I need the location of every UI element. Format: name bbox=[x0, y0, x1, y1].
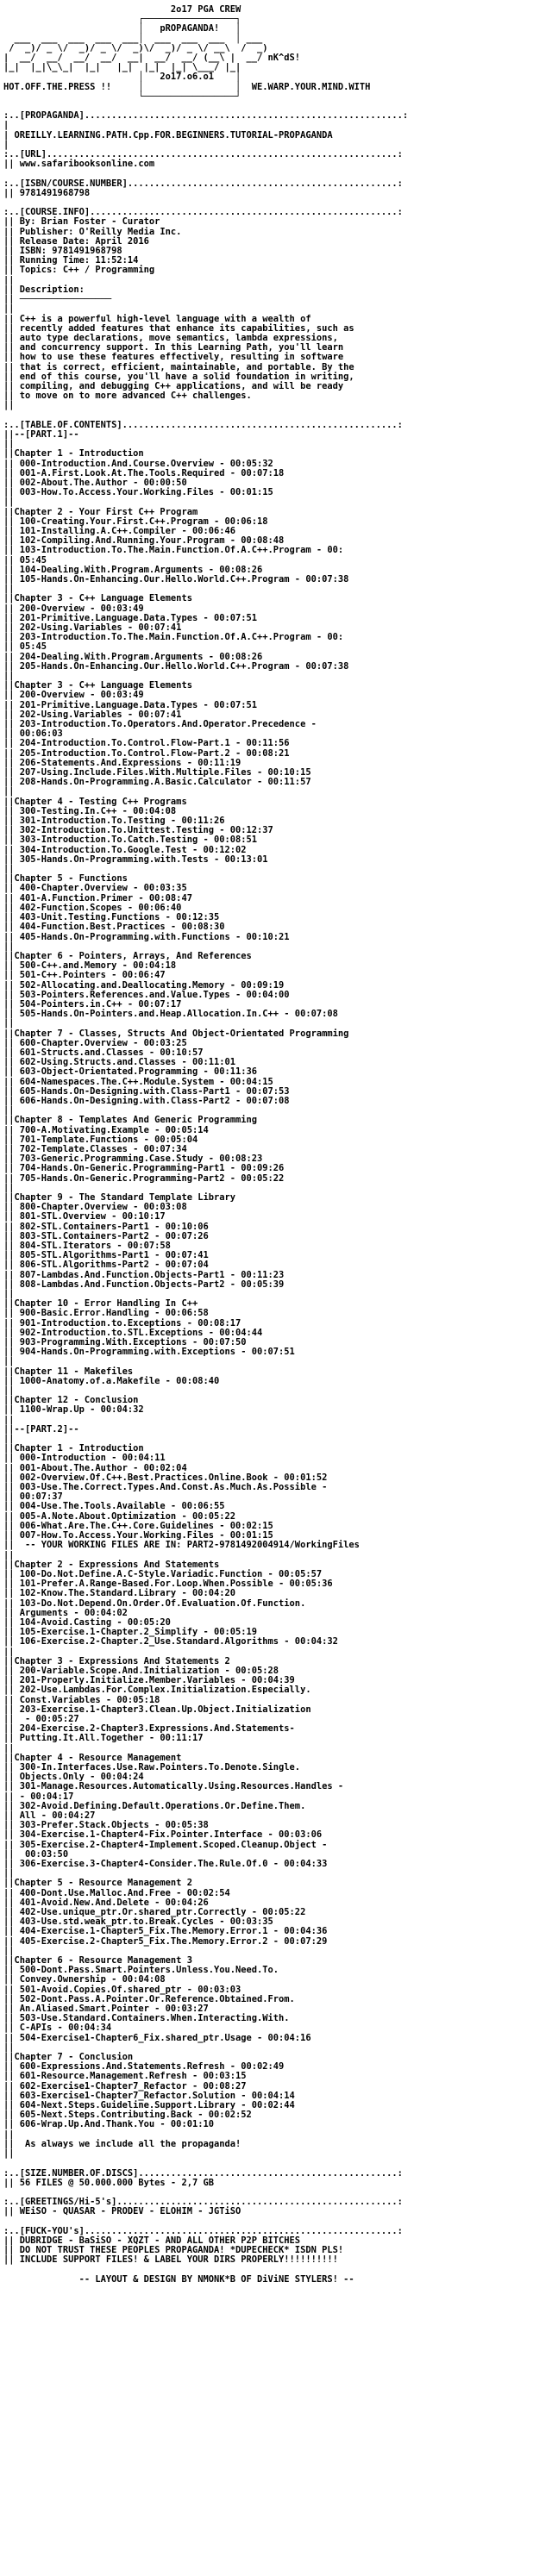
nfo-line: || bbox=[3, 1434, 15, 1445]
nfo-line: ||Chapter 7 - Classes, Structs And Object-Orientated Programming bbox=[3, 1028, 349, 1039]
nfo-line: || 200-Overview - 00:03:49 bbox=[3, 603, 144, 614]
nfo-line: ||Chapter 7 - Conclusion bbox=[3, 2052, 134, 2063]
nfo-line: || 604-Next.Steps.Guideline.Support.Library - 00:02:44 bbox=[3, 2100, 295, 2111]
nfo-line: || 00:03:50 bbox=[3, 1848, 69, 1860]
nfo-line: ||Chapter 3 - C++ Language Elements bbox=[3, 680, 192, 691]
nfo-line: || As always we include all the propaganda! bbox=[3, 2138, 242, 2149]
nfo-line: || 1000-Anatomy.of.a.Makefile - 00:08:40 bbox=[3, 1375, 220, 1386]
nfo-line: || DO NOT TRUST THESE PEOPLES PROPAGANDA! *DUPECHECK* ISDN PLS! bbox=[3, 2245, 344, 2256]
nfo-line: || 00:06:03 bbox=[3, 728, 63, 740]
nfo-line: || bbox=[3, 1945, 15, 1956]
nfo-line: || bbox=[3, 1105, 15, 1116]
nfo-line: || 503-Use.Standard.Containers.When.Interacting.With. bbox=[3, 2013, 290, 2024]
nfo-line: ||Chapter 6 - Pointers, Arrays, And References bbox=[3, 950, 252, 961]
nfo-line: || end of this course, you'll have a solid foundation in writing, bbox=[3, 371, 354, 382]
nfo-line: || 001-A.First.Look.At.The.Tools.Required - 00:07:18 bbox=[3, 467, 285, 478]
nfo-line: || bbox=[3, 2129, 15, 2140]
nfo-line: || 05:45 bbox=[3, 554, 47, 566]
nfo-line: || bbox=[3, 497, 15, 508]
nfo-line: :..[ISBN/COURSE.NUMBER]..................................................: bbox=[3, 178, 403, 189]
nfo-line: || bbox=[3, 400, 15, 411]
nfo-line: || Release Date: April 2016 bbox=[3, 235, 149, 247]
nfo-line: ___ ___ ___ ___ ___│ ___ ___ ___ │ ___ bbox=[3, 33, 263, 44]
nfo-line: ||Chapter 5 - Functions bbox=[3, 873, 128, 885]
nfo-line: || 502-Dont.Pass.A.Pointer.Or.Reference.Obtained.From. bbox=[3, 1993, 295, 2004]
nfo-line: ||Chapter 4 - Testing C++ Programs bbox=[3, 796, 187, 807]
nfo-line: || bbox=[3, 1182, 15, 1193]
nfo-line: || 201-Properly.Initialize.Member.Variables - 00:04:39 bbox=[3, 1675, 295, 1686]
nfo-line: || 000-Introduction - 00:04:11 bbox=[3, 1453, 166, 1464]
nfo-line: └─────────────────┘ bbox=[3, 91, 242, 102]
nfo-line: || Convey.Ownership - 00:04:08 bbox=[3, 1974, 166, 1985]
nfo-line: || and concurrency support. In this Learning Path, you'll learn bbox=[3, 342, 344, 353]
nfo-line: || WEiSO - QUASAR - PRODEV - ELOHIM - JGTiSO bbox=[3, 2206, 242, 2217]
nfo-line: || 605-Next.Steps.Contributing.Back - 00:02:52 bbox=[3, 2110, 252, 2121]
nfo-line: │ pROPAGANDA! │ bbox=[3, 23, 242, 34]
nfo-line: ||--[PART.1]-- bbox=[3, 428, 79, 440]
nfo-line: || how to use these features effectively, resulting in software bbox=[3, 352, 344, 363]
nfo-line: || 903-Programming.With.Exceptions - 00:07:50 bbox=[3, 1337, 247, 1348]
nfo-line: || 705-Hands.On-Generic.Programming-Part2 - 00:05:22 bbox=[3, 1172, 285, 1184]
nfo-line: || to move on to more advanced C++ challenges. bbox=[3, 391, 252, 402]
nfo-line: || 807-Lambdas.And.Function.Objects-Part1 - 00:11:23 bbox=[3, 1269, 285, 1280]
nfo-line: || By: Brian Foster - Curator bbox=[3, 216, 160, 228]
nfo-line: || 601-Structs.and.Classes - 00:10:57 bbox=[3, 1047, 204, 1058]
nfo-line: || 102-Compiling.And.Running.Your.Program - 00:08:48 bbox=[3, 535, 285, 547]
nfo-line: || 302-Introduction.To.Unittest.Testing - 00:12:37 bbox=[3, 825, 273, 836]
nfo-line: || 208-Hands.On-Programming.A.Basic.Calculator - 00:11:57 bbox=[3, 777, 311, 788]
nfo-line: || 501-C++.Pointers - 00:06:47 bbox=[3, 970, 166, 981]
nfo-line: || 104-Avoid.Casting - 00:05:20 bbox=[3, 1616, 171, 1628]
nfo-line: || 503-Pointers.References.and.Value.Types - 00:04:00 bbox=[3, 989, 290, 1000]
nfo-line: || 306-Exercise.3-Chapter4-Consider.The.Rule.Of.0 - 00:04:33 bbox=[3, 1859, 328, 1869]
nfo-line: || 305-Hands.On-Programming.with.Tests - 00:13:01 bbox=[3, 853, 268, 865]
nfo-line: || 600-Chapter.Overview - 00:03:25 bbox=[3, 1037, 187, 1048]
nfo-line: || 303-Prefer.Stack.Objects - 00:05:38 bbox=[3, 1820, 209, 1831]
nfo-line: :..[GREETINGS/Hi-5's]....................................................: bbox=[3, 2197, 403, 2208]
nfo-line: ||Chapter 3 - Expressions And Statements 2 bbox=[3, 1655, 230, 1666]
nfo-line: || 003-How.To.Access.Your.Working.Files - 00:01:15 bbox=[3, 487, 273, 498]
nfo-line: ||Chapter 2 - Your First C++ Program bbox=[3, 506, 198, 517]
nfo-line: || 200-Variable.Scope.And.Initialization - 00:05:28 bbox=[3, 1665, 279, 1676]
nfo-line: || 403-Unit.Testing.Functions - 00:12:35 bbox=[3, 912, 220, 923]
nfo-line: || 004-Use.The.Tools.Available - 00:06:55 bbox=[3, 1501, 225, 1512]
nfo-line: || www.safaribooksonline.com bbox=[3, 159, 155, 170]
nfo-line: || recently added features that enhance its capabilities, such as bbox=[3, 322, 354, 334]
nfo-line: HOT.OFF.THE.PRESS !! │ │ WE.WARP.YOUR.MIND.WITH bbox=[3, 81, 371, 92]
nfo-line: || DUBRIDGE - BaSiSO - XQZT - AND ALL OTHER P2P BITCHES bbox=[3, 2235, 301, 2246]
nfo-line: || 006-What.Are.The.C++.Core.Guidelines - 00:02:15 bbox=[3, 1520, 273, 1531]
nfo-line: ||Chapter 8 - Templates And Generic Programming bbox=[3, 1115, 258, 1126]
nfo-line: -- LAYOUT & DESIGN BY NMONK*B OF DiViNE STYLERS! -- bbox=[3, 2273, 354, 2285]
nfo-line: || 802-STL.Containers-Part1 - 00:10:06 bbox=[3, 1221, 209, 1232]
nfo-line: || All - 00:04:27 bbox=[3, 1810, 96, 1821]
nfo-line: || Topics: C++ / Programming bbox=[3, 265, 155, 276]
nfo-line: || 204-Dealing.With.Program.Arguments - 00:08:26 bbox=[3, 651, 263, 662]
nfo-line: || Objects.Only - 00:04:24 bbox=[3, 1772, 144, 1783]
nfo-line: || bbox=[3, 584, 15, 595]
nfo-line: || 203-Introduction.To.Operators.And.Operator.Precedence - bbox=[3, 719, 317, 730]
nfo-line: ┌─────────────────┐ bbox=[3, 14, 242, 25]
nfo-line: || 56 FILES @ 50.000.000 Bytes - 2,7 GB bbox=[3, 2177, 214, 2188]
nfo-line: :..[URL].................................................................: bbox=[3, 149, 403, 160]
nfo-line: ||Chapter 3 - C++ Language Elements bbox=[3, 593, 192, 604]
nfo-line: || 803-STL.Containers-Part2 - 00:07:26 bbox=[3, 1230, 209, 1241]
nfo-line: || 900-Basic.Error.Handling - 00:06:58 bbox=[3, 1308, 209, 1319]
nfo-line: || 800-Chapter.Overview - 00:03:08 bbox=[3, 1202, 187, 1213]
nfo-line: :..[TABLE.OF.CONTENTS]...................................................: bbox=[3, 419, 403, 430]
nfo-line: || Description: bbox=[3, 284, 85, 295]
nfo-line: || bbox=[3, 439, 15, 450]
nfo-line: || 600-Expressions.And.Statements.Refresh - 00:02:49 bbox=[3, 2061, 285, 2073]
nfo-line: | OREILLY.LEARNING.PATH.Cpp.FOR.BEGINNERS.TUTORIAL-PROPAGANDA bbox=[3, 129, 333, 141]
nfo-line: || 402-Function.Scopes - 00:06:40 bbox=[3, 902, 182, 913]
nfo-line: ||Chapter 2 - Expressions And Statements bbox=[3, 1559, 220, 1570]
nfo-line: || 000-Introduction.And.Course.Overview - 00:05:32 bbox=[3, 458, 273, 469]
nfo-line: | bbox=[3, 139, 9, 150]
nfo-line: || 200-Overview - 00:03:49 bbox=[3, 690, 144, 701]
nfo-line: || 403-Use.std.weak_ptr.to.Break.Cycles - 00:03:35 bbox=[3, 1916, 273, 1928]
nfo-line: || 405-Hands.On-Programming.with.Functions - 00:10:21 bbox=[3, 931, 290, 942]
nfo-line: || 100-Creating.Your.First.C++.Program - 00:06:18 bbox=[3, 516, 268, 527]
nfo-line: ||Chapter 10 - Error Handling In C++ bbox=[3, 1298, 198, 1310]
nfo-line: || 404-Exercise.1-Chapter5_Fix.The.Memory.Error.1 - 00:04:36 bbox=[3, 1926, 328, 1937]
nfo-line: │ 2o17.o6.o1 │ bbox=[3, 72, 242, 83]
nfo-line: || bbox=[3, 1549, 15, 1560]
nfo-line: || bbox=[3, 1356, 15, 1367]
nfo-line: || 202-Using.Variables - 00:07:41 bbox=[3, 622, 182, 633]
nfo-line: || bbox=[3, 1868, 15, 1879]
nfo-line: || ───────────────── bbox=[3, 294, 112, 305]
nfo-line: || 806-STL.Algorithms-Part2 - 00:07:04 bbox=[3, 1260, 209, 1271]
nfo-line: || bbox=[3, 274, 15, 285]
nfo-line: || 202-Use.Lambdas.For.Complex.Initialization.Especially. bbox=[3, 1685, 311, 1696]
nfo-line: || auto type declarations, move semantics, lambda expressions, bbox=[3, 332, 338, 343]
nfo-line: || 904-Hands.On-Programming.with.Exceptions - 00:07:51 bbox=[3, 1347, 295, 1358]
nfo-line: || 606-Hands.On-Designing.with.Class-Part2 - 00:07:08 bbox=[3, 1095, 290, 1106]
nfo-line: || bbox=[3, 1414, 15, 1425]
nfo-line: || 501-Avoid.Copies.Of.shared_ptr - 00:03:03 bbox=[3, 1984, 242, 1995]
nfo-line: || 05:45 bbox=[3, 641, 47, 653]
nfo-line: || C-APIs - 00:04:34 bbox=[3, 2023, 112, 2034]
nfo-line: || 202-Using.Variables - 00:07:41 bbox=[3, 709, 182, 720]
nfo-line: || compiling, and debugging C++ applications, and will be ready bbox=[3, 380, 344, 391]
nfo-line: || 106-Exercise.2-Chapter.2_Use.Standard.Algorithms - 00:04:32 bbox=[3, 1636, 338, 1648]
nfo-line: || 703-Generic.Programming.Case.Study - 00:08:23 bbox=[3, 1154, 263, 1165]
nfo-line: || 701-Template.Functions - 00:05:04 bbox=[3, 1134, 198, 1145]
nfo-line: || 702-Template.Classes - 00:07:34 bbox=[3, 1143, 187, 1154]
nfo-line: || 105-Exercise.1-Chapter.2_Simplify - 00:05:19 bbox=[3, 1627, 258, 1638]
nfo-line: || Const.Variables - 00:05:18 bbox=[3, 1694, 160, 1705]
nfo-line: || 605-Hands.On-Designing.with.Class-Part1 - 00:07:53 bbox=[3, 1085, 290, 1097]
nfo-line: ||Chapter 12 - Conclusion bbox=[3, 1395, 139, 1406]
nfo-line: || 301-Manage.Resources.Automatically.Using.Resources.Handles - bbox=[3, 1781, 344, 1792]
nfo-line: ||Chapter 1 - Introduction bbox=[3, 1443, 144, 1454]
nfo-line: || 602-Exercise1-Chapter7_Refactor - 00:08:27 bbox=[3, 2080, 247, 2091]
nfo-line: || -- YOUR WORKING FILES ARE IN: PART2-9781492004914/WorkingFiles bbox=[3, 1540, 360, 1551]
nfo-line: ||Chapter 5 - Resource Management 2 bbox=[3, 1878, 192, 1889]
nfo-line: :..[PROPAGANDA]...........................................................: bbox=[3, 110, 409, 122]
nfo-line: :..[FUCK-YOU's]..........................................................: bbox=[3, 2225, 403, 2236]
nfo-line: || 201-Primitive.Language.Data.Types - 00:07:51 bbox=[3, 699, 258, 710]
nfo-line: || 101-Installing.A.C++.Compiler - 00:06:46 bbox=[3, 525, 235, 536]
nfo-line: || - 00:05:27 bbox=[3, 1713, 79, 1724]
nfo-line: || 401-A.Function.Primer - 00:08:47 bbox=[3, 892, 192, 903]
nfo-line: || 00:07:37 bbox=[3, 1491, 63, 1503]
nfo-line: || 400-Chapter.Overview - 00:03:35 bbox=[3, 883, 187, 894]
nfo-line: | bbox=[3, 120, 9, 131]
nfo-line: || bbox=[3, 2041, 15, 2053]
nfo-line: || bbox=[3, 671, 15, 682]
nfo-line: || that is correct, efficient, maintainable, and portable. By the bbox=[3, 361, 354, 372]
nfo-line: || 804-STL.Iterators - 00:07:58 bbox=[3, 1241, 171, 1251]
nfo-line: || bbox=[3, 1289, 15, 1300]
nfo-line: || 505-Hands.On-Pointers.and.Heap.Allocation.In.C++ - 00:07:08 bbox=[3, 1009, 338, 1020]
nfo-line: ||Chapter 9 - The Standard Template Library bbox=[3, 1191, 235, 1203]
nfo-line: || 304-Exercise.1-Chapter4-Fix.Pointer.Interface - 00:03:06 bbox=[3, 1829, 323, 1841]
nfo-line: || 201-Primitive.Language.Data.Types - 00:07:51 bbox=[3, 612, 258, 623]
nfo-line: || 808-Lambdas.And.Function.Objects-Part2 - 00:05:39 bbox=[3, 1279, 285, 1290]
nfo-line: ||Chapter 6 - Resource Management 3 bbox=[3, 1955, 192, 1966]
nfo-line: ||Chapter 11 - Makefiles bbox=[3, 1366, 134, 1377]
nfo-line: / _)/ _ \/ _)/ _ \/ _)\/ _)/ _ \/ __\ / _) bbox=[3, 42, 268, 53]
nfo-line: || 604-Namespaces.The.C++.Module.System - 00:04:15 bbox=[3, 1076, 273, 1087]
nfo-line: || bbox=[3, 303, 15, 315]
nfo-line: || 400-Dont.Use.Malloc.And.Free - 00:02:54 bbox=[3, 1887, 230, 1898]
nfo-line: || 401-Avoid.New.And.Delete - 00:04:26 bbox=[3, 1897, 209, 1908]
nfo-line: || 1100-Wrap.Up - 00:04:32 bbox=[3, 1404, 144, 1416]
nfo-line: || Running Time: 11:52:14 bbox=[3, 255, 139, 266]
nfo-line: || 606-Wrap.Up.And.Thank.You - 00:01:10 bbox=[3, 2119, 214, 2130]
nfo-line: || 301-Introduction.To.Testing - 00:11:26 bbox=[3, 816, 225, 827]
nfo-line: || 302-Avoid.Defining.Default.Operations.Or.Define.Them. bbox=[3, 1800, 306, 1811]
nfo-line: || 205-Hands.On-Enhancing.Our.Hello.World.C++.Program - 00:07:38 bbox=[3, 660, 349, 672]
nfo-line: || 304-Introduction.To.Google.Test - 00:12:02 bbox=[3, 844, 247, 855]
nfo-line: || Arguments - 00:04:02 bbox=[3, 1607, 128, 1618]
nfo-line: || 504-Pointers.in.C++ - 00:07:17 bbox=[3, 998, 182, 1010]
nfo-line: || 303-Introduction.To.Catch.Testing - 00:08:51 bbox=[3, 835, 258, 846]
nfo-line: ||--[PART.2]-- bbox=[3, 1423, 79, 1435]
nfo-line: || 002-About.The.Author - 00:00:50 bbox=[3, 477, 187, 488]
nfo-line: ||Chapter 1 - Introduction bbox=[3, 448, 144, 460]
nfo-line: || Putting.It.All.Together - 00:11:17 bbox=[3, 1733, 204, 1744]
nfo-line: || - 00:04:17 bbox=[3, 1791, 74, 1802]
nfo-line: || 500-Dont.Pass.Smart.Pointers.Unless.You.Need.To. bbox=[3, 1965, 279, 1976]
nfo-line: || 300-Testing.In.C++ - 00:04:08 bbox=[3, 805, 177, 816]
nfo-line: || 204-Introduction.To.Control.Flow-Part.1 - 00:11:56 bbox=[3, 738, 290, 749]
nfo-line: || 105-Hands.On-Enhancing.Our.Hello.World.C++.Program - 00:07:38 bbox=[3, 573, 349, 585]
nfo-line: || 404-Function.Best.Practices - 00:08:30 bbox=[3, 922, 225, 933]
nfo-line: || bbox=[3, 1742, 15, 1754]
nfo-line: || 9781491968798 bbox=[3, 187, 91, 198]
nfo-line: || 502-Allocating.and.Deallocating.Memory - 00:09:19 bbox=[3, 979, 285, 991]
nfo-line: || 504-Exercise1-Chapter6_Fix.shared_ptr.Usage - 00:04:16 bbox=[3, 2032, 311, 2043]
nfo-line: || An.Aliased.Smart.Pointer - 00:03:27 bbox=[3, 2004, 209, 2015]
nfo-line: || 104-Dealing.With.Program.Arguments - 00:08:26 bbox=[3, 564, 263, 575]
nfo-line: || bbox=[3, 1018, 15, 1029]
nfo-line: || 101-Prefer.A.Range-Based.For.Loop.When.Possible - 00:05:36 bbox=[3, 1579, 333, 1590]
nfo-line: || bbox=[3, 1646, 15, 1657]
nfo-line: || 902-Introduction.to.STL.Exceptions - 00:04:44 bbox=[3, 1327, 263, 1338]
nfo-line: || 103-Do.Not.Depend.On.Order.Of.Evaluation.Of.Function. bbox=[3, 1597, 306, 1609]
nfo-line: || 603-Object-Orientated.Programming - 00:11:36 bbox=[3, 1066, 258, 1078]
nfo-line: ||Chapter 4 - Resource Management bbox=[3, 1752, 182, 1763]
nfo-line: || bbox=[3, 786, 15, 797]
nfo-line: || INCLUDE SUPPORT FILES! & LABEL YOUR DIRS PROPERLY!!!!!!!!!! bbox=[3, 2254, 338, 2266]
nfo-line: || 002-Overview.Of.C++.Best.Practices.Online.Book - 00:01:52 bbox=[3, 1472, 328, 1483]
nfo-line: || 603-Exercise1-Chapter7_Refactor.Solution - 00:04:14 bbox=[3, 2090, 295, 2101]
nfo-line: || 007-How.To.Access.Your.Working.Files - 00:01:15 bbox=[3, 1530, 273, 1541]
nfo-line: || 203-Exercise.1-Chapter3.Clean.Up.Object.Initialization bbox=[3, 1704, 311, 1715]
nfo-line: || bbox=[3, 864, 15, 875]
nfo-line: || 206-Statements.And.Expressions - 00:11:19 bbox=[3, 757, 242, 768]
nfo-line: || 601-Resource.Management.Refresh - 00:03:15 bbox=[3, 2071, 247, 2082]
nfo-line: || 704-Hands.On-Generic.Programming-Part1 - 00:09:26 bbox=[3, 1163, 285, 1174]
nfo-line: || 300-In.Interfaces.Use.Raw.Pointers.To.Denote.Single. bbox=[3, 1761, 301, 1773]
nfo-line: |_| |_|\_\_| |_| |_| |_| |_| \___/ |_| bbox=[3, 62, 242, 73]
nfo-line: || 402-Use.unique_ptr.Or.shared_ptr.Correctly - 00:05:22 bbox=[3, 1907, 306, 1918]
nfo-line: || 602-Using.Structs.and.Classes - 00:11:01 bbox=[3, 1057, 235, 1068]
nfo-line: || C++ is a powerful high-level language with a wealth of bbox=[3, 313, 311, 324]
nfo-line: || 901-Introduction.to.Exceptions - 00:08:17 bbox=[3, 1317, 242, 1329]
nfo-line: || bbox=[3, 1385, 15, 1397]
nfo-line: :..[COURSE.INFO].........................................................: bbox=[3, 207, 403, 218]
nfo-line: || bbox=[3, 2148, 15, 2160]
nfo-line: :..[SIZE.NUMBER.OF.DISCS]................................................: bbox=[3, 2167, 403, 2179]
nfo-line: || 005-A.Note.About.Optimization - 00:05:22 bbox=[3, 1510, 235, 1522]
nfo-line: || 205-Introduction.To.Control.Flow-Part.2 - 00:08:21 bbox=[3, 747, 290, 759]
nfo-line: || 203-Introduction.To.The.Main.Function.Of.A.C++.Program - 00: bbox=[3, 632, 344, 643]
nfo-line: || 001-About.The.Author - 00:02:04 bbox=[3, 1462, 187, 1473]
nfo-line: || bbox=[3, 941, 15, 952]
nfo-line: || Publisher: O'Reilly Media Inc. bbox=[3, 226, 182, 237]
nfo-line: || 100-Do.Not.Define.A.C-Style.Variadic.Function - 00:05:57 bbox=[3, 1568, 323, 1579]
nfo-line: || 305-Exercise.2-Chapter4-Implement.Scoped.Cleanup.Object - bbox=[3, 1839, 328, 1850]
nfo-line: | __/ __/ __/ __/ __| __/ __/ (__\ | __/ nK^dS! bbox=[3, 53, 301, 64]
nfo-line: || 103-Introduction.To.The.Main.Function.Of.A.C++.Program - 00: bbox=[3, 545, 344, 556]
nfo-line: || 405-Exercise.2-Chapter5_Fix.The.Memory.Error.2 - 00:07:29 bbox=[3, 1935, 328, 1947]
nfo-line: || ISBN: 9781491968798 bbox=[3, 246, 122, 257]
nfo-line: || 003-Use.The.Correct.Types.And.Const.As.Much.As.Possible - bbox=[3, 1482, 328, 1493]
nfo-line: || 805-STL.Algorithms-Part1 - 00:07:41 bbox=[3, 1250, 209, 1261]
nfo-line: 2o17 PGA CREW bbox=[3, 4, 242, 15]
nfo-line: || 500-C++.and.Memory - 00:04:18 bbox=[3, 960, 177, 972]
nfo-line: || 700-A.Motivating.Example - 00:05:14 bbox=[3, 1124, 209, 1135]
nfo-line: || 801-STL.Overview - 00:10:17 bbox=[3, 1211, 166, 1222]
nfo-line: || 102-Know.The.Standard.Library - 00:04:20 bbox=[3, 1588, 235, 1599]
nfo-line: || 204-Exercise.2-Chapter3.Expressions.And.Statements- bbox=[3, 1723, 295, 1735]
nfo-line: || 207-Using.Include.Files.With.Multiple.Files - 00:10:15 bbox=[3, 767, 311, 778]
